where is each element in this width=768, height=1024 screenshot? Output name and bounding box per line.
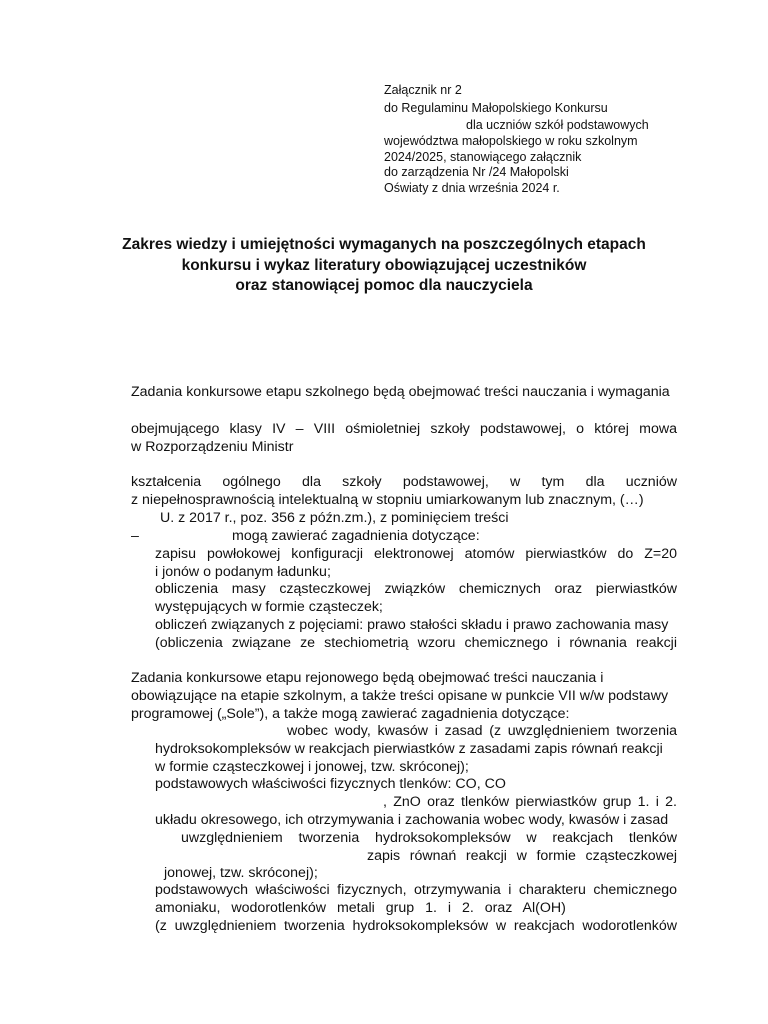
body-line: Zadania konkursowe etapu rejonowego będą obejmować treści nauczania i (131, 670, 604, 686)
list-item-line: podstawowych właściwości fizycznych, otrzymywania i charakteru chemicznego (155, 882, 677, 898)
header-line: 2024/2025, stanowiącego załącznik (384, 150, 582, 164)
list-item-line: zapisu powłokowej konfiguracji elektronowej atomów pierwiastków do Z=20 (155, 546, 677, 562)
header-line: województwa małopolskiego w roku szkolnym (384, 134, 638, 148)
header-line: Oświaty z dnia września 2024 r. (384, 181, 560, 195)
title-line: Zakres wiedzy i umiejętności wymaganych na poszczególnych etapach (122, 236, 646, 253)
header-line: do zarządzenia Nr /24 Małopolski (384, 165, 569, 179)
dash-marker: – (131, 528, 139, 544)
header-line: do Regulaminu Małopolskiego Konkursu (384, 101, 608, 115)
list-item-line: (obliczenia związane ze stechiometrią wzoru chemicznego i równania reakcji (155, 635, 677, 651)
list-item-line: jonowej, tzw. skróconej); (164, 865, 318, 881)
body-line: obowiązujące na etapie szkolnym, a także treści opisane w punkcie VII w/w podstawy (131, 688, 669, 704)
body-line: U. z 2017 r., poz. 356 z późn.zm.), z pominięciem treści (160, 510, 509, 526)
list-item-line: i jonów o podanym ładunku; (155, 564, 331, 580)
list-item-line: , ZnO oraz tlenków pierwiastków grup 1. i 2. (383, 794, 677, 810)
list-item-line: obliczenia masy cząsteczkowej związków chemicznych oraz pierwiastków (155, 581, 677, 597)
list-item-line: obliczeń związanych z pojęciami: prawo stałości składu i prawo zachowania masy (155, 617, 669, 633)
list-item-line: wobec wody, kwasów i zasad (z uwzględnieniem tworzenia (287, 723, 677, 739)
header-line: dla uczniów szkół podstawowych (466, 118, 649, 132)
body-line: obejmującego klasy IV – VIII ośmioletniej szkoły podstawowej, o której mowa (131, 421, 677, 437)
list-item-line: występujących w formie cząsteczek; (155, 599, 383, 615)
header-line: Załącznik nr 2 (384, 83, 462, 97)
list-item-line: hydroksokompleksów w reakcjach pierwiastków z zasadami zapis równań reakcji (155, 741, 663, 757)
title-line: konkursu i wykaz literatury obowiązującej uczestników (181, 257, 587, 274)
body-line: programowej („Sole”), a także mogą zawierać zagadnienia dotyczące: (131, 706, 570, 722)
body-line: Zadania konkursowe etapu szkolnego będą obejmować treści nauczania i wymagania (131, 384, 670, 400)
list-item-line: zapis równań reakcji w formie cząsteczkowej (367, 848, 677, 864)
body-line: w Rozporządzeniu Ministr (131, 439, 294, 455)
body-line: mogą zawierać zagadnienia dotyczące: (232, 528, 480, 544)
list-item-line: amoniaku, wodorotlenków metali grup 1. i 2. oraz Al(OH) (155, 900, 566, 916)
list-item-line: uwzględnieniem tworzenia hydroksokompleksów w reakcjach tlenków (181, 830, 677, 846)
list-item-line: układu okresowego, ich otrzymywania i zachowania wobec wody, kwasów i zasad (155, 812, 669, 828)
body-line: z niepełnosprawnością intelektualną w stopniu umiarkowanym lub znacznym, (…) (131, 492, 644, 508)
title-line: oraz stanowiącej pomoc dla nauczyciela (235, 277, 533, 294)
list-item-line: podstawowych właściwości fizycznych tlenków: CO, CO (155, 776, 506, 792)
list-item-line: w formie cząsteczkowej i jonowej, tzw. skróconej); (155, 759, 469, 775)
list-item-line: (z uwzględnieniem tworzenia hydroksokompleksów w reakcjach wodorotlenków (155, 918, 677, 934)
body-line: kształcenia ogólnego dla szkoły podstawowej, w tym dla uczniów (131, 474, 677, 490)
